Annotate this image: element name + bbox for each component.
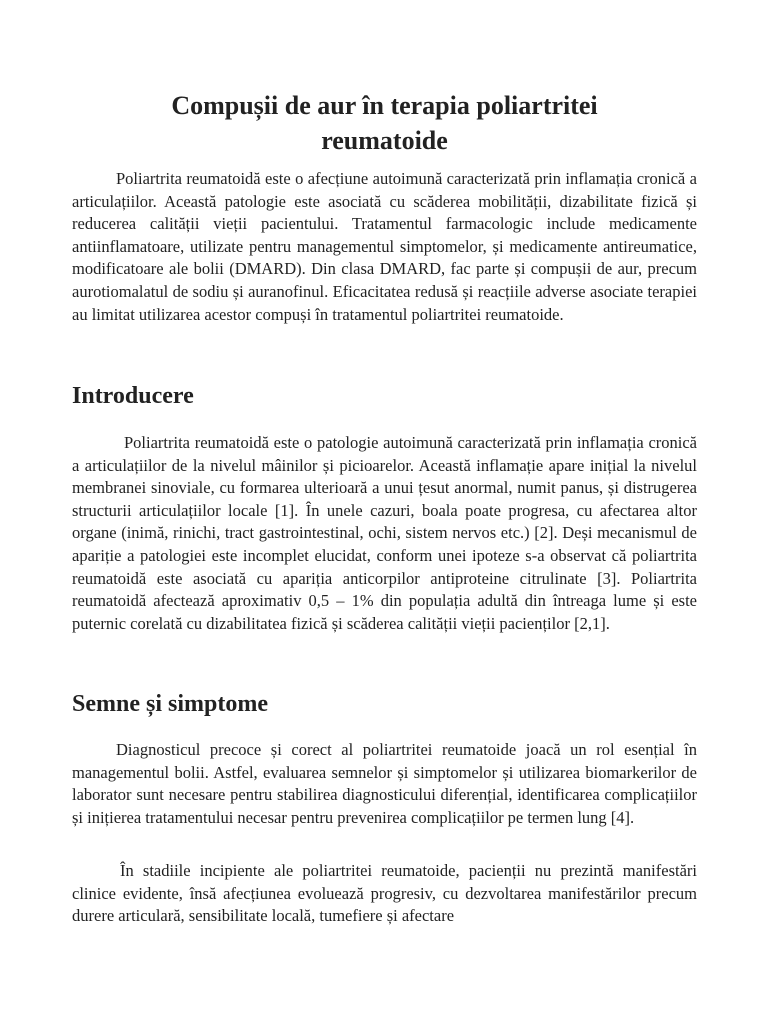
title-line-1: Compușii de aur în terapia poliartritei (171, 91, 598, 120)
introducere-paragraph: Poliartrita reumatoidă este o patologie autoimună caracterizată prin inflamația cronică a articulațiilor de la nivelul mâinilor și picioarelor. Această inflamație apare inițial la nivelul membranei sinoviale, cu formarea ulterioară a unui țesut anormal, numit panus, și distrugerea structurii articulațiilor locale [1]. În unele cazuri, boala poate progresa, cu afectarea altor organe (inimă, rinichi, tract gastrointestinal, ochi, sistem nervos etc.) [2]. Deși mecanismul de apariție a patologiei este incomplet elucidat, conform unei ipoteze s-a observat că poliartrita reumatoidă este asociată cu apariția anticorpilor antiproteine citrulinate [3]. Poliartrita reumatoidă afectează aproximativ 0,5 – 1% din populația adultă din întreaga lume și este puternic corelată cu dizabilitatea fizică și scăderea calității vieții pacienților [2,1]. (72, 433, 697, 633)
semne-paragraph-1: Diagnosticul precoce și corect al poliartritei reumatoide joacă un rol esențial în managementul bolii. Astfel, evaluarea semnelor și simptomelor și utilizarea biomarkerilor de laborator sunt necesare pentru stabilirea diagnosticului diferențial, identificarea complicațiilor și inițierea tratamentului necesar pentru prevenirea complicațiilor pe termen lung [4]. (72, 740, 697, 827)
document-page (72, 88, 697, 926)
document-title (72, 88, 697, 158)
abstract-paragraph: Poliartrita reumatoidă este o afecțiune autoimună caracterizată prin inflamația cronică a articulațiilor. Această patologie este asociată cu scăderea mobilității, dizabilitate fizică și reducerea calității vieții pacientului. Tratamentul farmacologic include medicamente antiinflamatoare, utilizate pentru managementul simptomelor, și medicamente antireumatice, modificatoare ale bolii (DMARD). Din clasa DMARD, fac parte și compușii de aur, precum aurotiomalatul de sodiu și auranofinul. Eficacitatea redusă și reacțiile adverse asociate terapiei au limitat utilizarea acestor compuși în tratamentul poliartritei reumatoide. (72, 169, 697, 324)
semne-paragraph-2: În stadiile incipiente ale poliartritei reumatoide, pacienții nu prezintă manifestări clinice evidente, însă afecțiunea evoluează progresiv, cu dezvoltarea manifestărilor precum durere articulară, sensibilitate locală, tumefiere și afectare (72, 861, 697, 926)
title-line-2: reumatoide (321, 126, 448, 155)
section-heading-semne-si-simptome: Semne și simptome (72, 691, 268, 717)
section-heading-introducere: Introducere (72, 383, 194, 409)
